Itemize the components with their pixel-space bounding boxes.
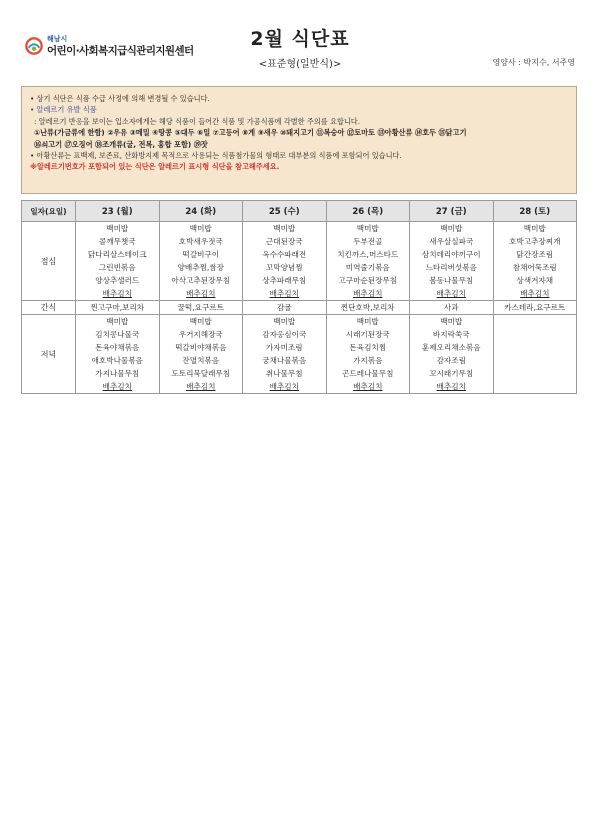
- dish-item: 감자조림: [436, 356, 466, 365]
- logo-name: 어린이·사회복지급식관리지원센터: [47, 45, 194, 57]
- dish-item: 훈제오리채소볶음: [421, 343, 481, 352]
- dinner-cell: [243, 315, 327, 394]
- lunch-cell: [326, 222, 410, 301]
- dish-item: 도토리묵달래무침: [171, 369, 231, 378]
- dish-item: 아삭고추된장무침: [171, 276, 231, 285]
- dish-item: 닭간장조림: [516, 250, 554, 259]
- notice-line-allergy-caution: : 알레르기 반응을 보이는 입소자에게는 해당 식품이 들어간 식품 및 가공식품에 각별한 주의를 요합니다.: [34, 116, 361, 126]
- lunch-row: [22, 222, 577, 301]
- dish-item: 미역줄기볶음: [345, 263, 390, 272]
- dish-item: 잔멸치볶음: [182, 356, 220, 365]
- dish-item: 배추김치: [436, 382, 466, 391]
- dish-item: 호박고추장찌개: [509, 237, 561, 246]
- dish-item: 떡갈비야채볶음: [175, 343, 227, 352]
- dinner-cell: [159, 315, 243, 394]
- dish-item: 애호박나물볶음: [91, 356, 143, 365]
- dish-item: 닭다리살스테이크: [87, 250, 147, 259]
- dish-item: [494, 315, 577, 328]
- dish-item: 배추김치: [436, 289, 466, 298]
- dish-item: 백미밥: [189, 224, 212, 233]
- snack-cell: 꿀떡,요구르트: [159, 301, 243, 315]
- dish-item: 참채어묵조림: [512, 263, 557, 272]
- dish-item: 배추김치: [186, 382, 216, 391]
- dinner-cell: [410, 315, 494, 394]
- dish-item: 두부전골: [353, 237, 383, 246]
- dish-item: 백미밥: [356, 317, 379, 326]
- dish-item: 봄동나물무침: [429, 276, 474, 285]
- snack-cell: 사과: [410, 301, 494, 315]
- dish-item: 배추김치: [353, 382, 383, 391]
- snack-row: [22, 301, 577, 315]
- dish-item: [494, 380, 577, 393]
- dish-item: 백미밥: [523, 224, 546, 233]
- day-header: 26 (목): [326, 201, 410, 222]
- dish-item: [494, 367, 577, 380]
- dish-item: 돈육김치찜: [349, 343, 387, 352]
- dish-item: 백미밥: [273, 317, 296, 326]
- day-header: 23 (월): [76, 201, 160, 222]
- dish-item: 백미밥: [106, 224, 129, 233]
- snack-cell: 감귤: [243, 301, 327, 315]
- lunch-cell: [76, 222, 160, 301]
- logo-region: 해남시: [47, 35, 68, 43]
- lunch-cell: [243, 222, 327, 301]
- dish-item: 배추김치: [102, 382, 132, 391]
- dish-item: 상색겨자채: [516, 276, 554, 285]
- dish-item: 배추김치: [353, 289, 383, 298]
- dish-item: 바지락쑥국: [432, 330, 470, 339]
- dish-item: 근대된장국: [265, 237, 303, 246]
- page-title: 2월 식단표: [250, 28, 350, 50]
- dish-item: 콜깨무챗국: [98, 237, 136, 246]
- dish-item: 치킨까스,머스타드: [337, 250, 399, 259]
- dish-item: 상추파래무침: [262, 276, 307, 285]
- dish-item: 배추김치: [520, 289, 550, 298]
- dish-item: 우거지해장국: [178, 330, 223, 339]
- dish-item: 고구마순된장무침: [338, 276, 398, 285]
- dish-item: 양상추샐러드: [95, 276, 140, 285]
- dish-item: 호박새우젓국: [178, 237, 223, 246]
- dish-item: 배추김치: [102, 289, 132, 298]
- dish-item: 옥수수파래전: [262, 250, 307, 259]
- lunch-cell: [159, 222, 243, 301]
- dish-item: 느타리버섯볶음: [425, 263, 477, 272]
- dish-item: 궁채나물볶음: [262, 356, 307, 365]
- day-header: 25 (수): [243, 201, 327, 222]
- snack-cell: 찐고구마,보리차: [76, 301, 160, 315]
- day-header: 28 (토): [493, 201, 577, 222]
- notice-line-allergy-heading: • 알레르기 유발 식품: [30, 105, 97, 115]
- dish-item: 백미밥: [356, 224, 379, 233]
- dish-item: [494, 341, 577, 354]
- dish-item: 배추김치: [186, 289, 216, 298]
- menu-type-subtitle: <표준형(일반식)>: [258, 59, 342, 70]
- dinner-cell: [326, 315, 410, 394]
- dish-item: 취나물무침: [265, 369, 303, 378]
- dinner-cell: [493, 315, 577, 394]
- notice-line-supply: • 상기 식단은 식품 수급 사정에 의해 변경될 수 있습니다.: [30, 94, 210, 103]
- lunch-label: 점심: [22, 222, 76, 301]
- snack-cell: 찐단호박,보리차: [326, 301, 410, 315]
- dish-item: 그린빈볶음: [98, 263, 136, 272]
- dish-item: 가지볶음: [353, 356, 383, 365]
- day-header: 24 (화): [159, 201, 243, 222]
- notice-box: [21, 86, 577, 194]
- dish-item: 꼬막양념찜: [265, 263, 303, 272]
- notice-line-sulfite: • 아황산류는 표백제, 보존료, 산화방지제 목적으로 사용되는 식품첨가물의 형태로 대부분의 식품에 포함되어 있습니다.: [30, 151, 402, 161]
- dish-item: 배추김치: [269, 382, 299, 391]
- meal-table: [21, 200, 577, 394]
- dish-item: 백미밥: [189, 317, 212, 326]
- dish-item: 김치콩나물국: [95, 330, 140, 339]
- notice-line-refer: ※알레르기번호가 포함되어 있는 식단은 알레르기 표시형 식단을 참고해주세요.: [30, 162, 280, 172]
- lunch-cell: [410, 222, 494, 301]
- dish-item: 시래기된장국: [345, 330, 390, 339]
- nutritionist-credit: 영양사 : 박지수, 서주영: [492, 58, 575, 67]
- dish-item: 삼치데리야끼구이: [421, 250, 481, 259]
- date-column-header: 일자(요일): [22, 201, 76, 222]
- dish-item: 양배추찜,쌈장: [177, 263, 224, 272]
- dish-item: 가자미조림: [265, 343, 303, 352]
- dinner-row: [22, 315, 577, 394]
- dish-item: 가지나물무침: [95, 369, 140, 378]
- dish-item: 꼬시래기무침: [429, 369, 474, 378]
- table-header-row: [22, 201, 577, 222]
- dish-item: 백미밥: [273, 224, 296, 233]
- dish-item: 떡갈비구이: [182, 250, 220, 259]
- dish-item: 곤드레나물무침: [342, 369, 394, 378]
- dish-item: 감자옹심이국: [262, 330, 307, 339]
- dish-item: [494, 328, 577, 341]
- dish-item: 백미밥: [440, 224, 463, 233]
- snack-label: 간식: [22, 301, 76, 315]
- dish-item: [494, 354, 577, 367]
- dish-item: 배추김치: [269, 289, 299, 298]
- lunch-cell: [493, 222, 577, 301]
- dinner-cell: [76, 315, 160, 394]
- notice-line-allergy-list-1: ①난류(가금류에 한함) ②우유 ③메밀 ④땅콩 ⑤대두 ⑥밀 ⑦고등어 ⑧게 ⑨새우 ⑩돼지고기 ⑪복숭아 ⑫토마토 ⑬아황산류 ⑭호두 ⑮닭고기: [34, 128, 467, 138]
- dish-item: 새우살실파국: [429, 237, 474, 246]
- dinner-label: 저녁: [22, 315, 76, 394]
- day-header: 27 (금): [410, 201, 494, 222]
- notice-line-allergy-list-2: ⑯쇠고기 ⑰오징어 ⑱조개류(굴, 전복, 홍합 포함) ⑲잣: [34, 139, 208, 149]
- dish-item: 백미밥: [106, 317, 129, 326]
- dish-item: 백미밥: [440, 317, 463, 326]
- dish-item: 돈육야채볶음: [95, 343, 140, 352]
- snack-cell: 카스테라,요구르트: [493, 301, 577, 315]
